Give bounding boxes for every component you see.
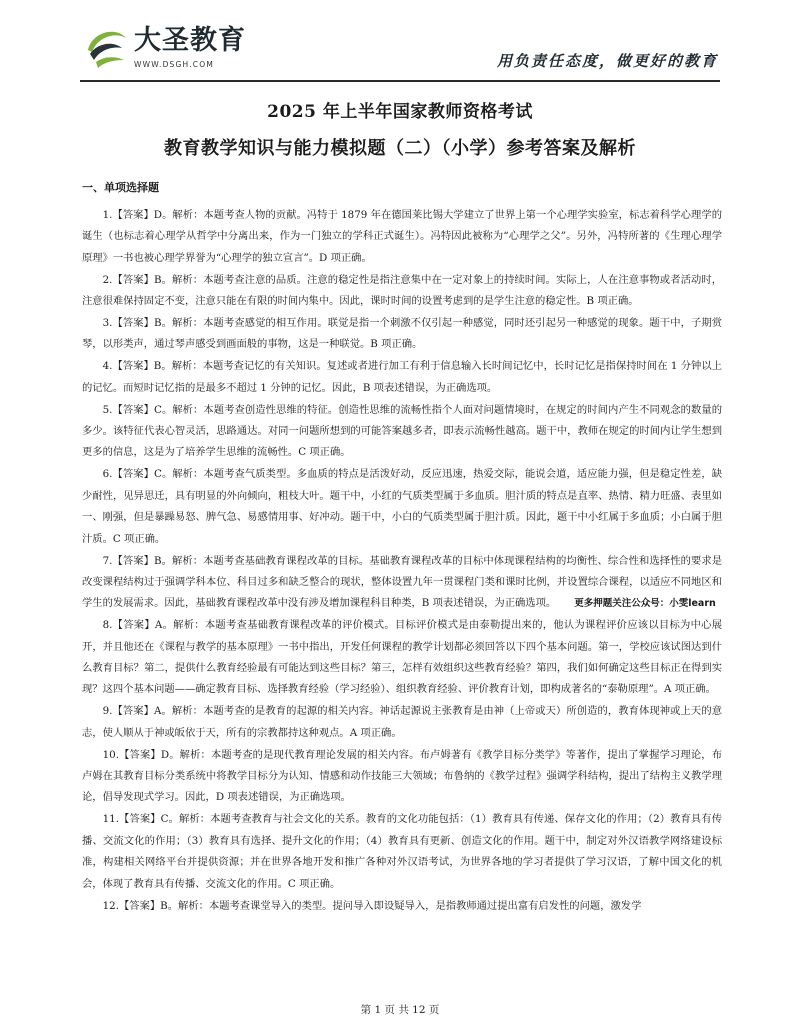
page-header: [0, 0, 800, 92]
answer-item: 8.【答案】A。解析：本题考查基础教育课程改革的评价模式。目标评价模式是由泰勒提出来的，他认为课程评价应该以目标为中心展开，并且他还在《课程与教学的基本原理》一书中指出，开发任何课程的教学计划都必须回答以下四个基本问题。第一，学校应该试图达到什么教育目标？第二，提供什么教育经验最有可能达到这些目标？第三，怎样有效组织这些教育经验？第四，我们如何确定这些目标正在得到实现？这四个基本问题——确定教育目标、选择教育经验（学习经验）、组织教育经验、评价教育计划，即构成著名的“泰勒原理”。A 项正确。: [82, 619, 722, 696]
answer-item: 1.【答案】D。解析：本题考查人物的贡献。冯特于 1879 年在德国莱比锡大学建立了世界上第一个心理学实验室，标志着科学心理学的诞生（也标志着心理学从哲学中分离出来，作为一门独立的学科正式诞生）。冯特因此被称为“心理学之父”。另外，冯特所著的《生理心理学原理》一书也被心理学界誉为“心理学的独立宣言”。D 项正确。: [82, 209, 722, 264]
answer-item: 2.【答案】B。解析：本题考查注意的品质。注意的稳定性是指注意集中在一定对象上的持续时间。实际上，人在注意事物或者活动时，注意很难保持固定不变，注意只能在有限的时间内集中。因此，课时时间的设置考虑到的是学生注意的稳定性。B 项正确。: [82, 273, 722, 308]
page-number: 第 1 页 共 12 页: [360, 1004, 440, 1016]
answer-item: 11.【答案】C。解析：本题考查教育与社会文化的关系。教育的文化功能包括：（1）教育具有传递、保存文化的作用；（2）教育具有传播、交流文化的作用；（3）教育具有选择、提升文化的作用；（4）教育具有更新、创造文化的作用。题干中，制定对外汉语教学网络建设标准，构建相关网络平台并提供资源；并在世界各地开发和推广各种对外汉语考试，为世界各地的学习者提供了学习汉语，了解中国文化的机会，体现了教育具有传播、交流文化的作用。C 项正确。: [82, 813, 722, 890]
dsgh-logo-icon: [82, 22, 130, 70]
answer-item: 6.【答案】C。解析：本题考查气质类型。多血质的特点是活泼好动，反应迅速，热爱交际，能说会道，适应能力强，但是稳定性差，缺少耐性，见异思迁，具有明显的外向倾向，粗枝大叶。题干中，小红的气质类型属于多血质。胆汁质的特点是直率、热情、精力旺盛、表里如一、刚强，但是暴躁易怒、脾气急、易感情用事、好冲动。题干中，小白的气质类型属于胆汁质。因此，题干中小红属于多血质；小白属于胆汁质。C 项正确。: [82, 468, 722, 545]
brand-url: WWW.DSGH.COM: [134, 60, 215, 69]
header-slogan: 用负责任态度，做更好的教育: [496, 52, 718, 70]
answer-item: 12.【答案】B。解析：本题考查课堂导入的类型。提问导入即设疑导入，是指教师通过提出富有启发性的问题，激发学: [102, 899, 642, 912]
answer-item: 4.【答案】B。解析：本题考查记忆的有关知识。复述或者进行加工有利于信息输入长时间记忆中，长时记忆是指保持时间在 1 分钟以上的记忆。而短时记忆指的是最多不超过 1 分钟的记忆。因此，B 项表述错误，为正确选项。: [82, 360, 722, 394]
promo-note: 更多押题关注公众号：小雯learn: [574, 598, 716, 610]
brand-name: 大圣教育: [134, 25, 246, 56]
header-divider: [80, 80, 720, 82]
answer-item: 3.【答案】B。解析：本题考查感觉的相互作用。联觉是指一个刺激不仅引起一种感觉，同时还引起另一种感觉的现象。题干中，子期赏琴，以形类声，通过琴声感受到画面般的事物，这是一种联觉。B 项正确。: [82, 317, 722, 351]
document-title: 2025 年上半年国家教师资格考试: [267, 102, 533, 122]
answer-list: [82, 205, 722, 917]
answer-item: 5.【答案】C。解析：本题考查创造性思维的特征。创造性思维的流畅性指个人面对问题情境时，在规定的时间内产生不同观念的数量的多少。该特征代表心智灵活，思路通达。对同一问题所想到的可能答案越多者，即表示流畅性越高。题干中，教师在规定的时间内让学生想到更多的信息，这是为了培养学生思维的流畅性。C 项正确。: [82, 403, 722, 459]
document-subtitle: 教育教学知识与能力模拟题（二）（小学）参考答案及解析: [164, 138, 636, 159]
answer-item: 10.【答案】D。解析：本题考查的是现代教育理论发展的相关内容。布卢姆著有《教学目标分类学》等著作，提出了掌握学习理论，布卢姆在其教育目标分类系统中将教学目标分为认知、情感和动作技能三大领域；布鲁纳的《教学过程》强调学科结构，提出了结构主义教学理论，倡导发现式学习。因此，D 项表述错误，为正确选项。: [82, 748, 722, 804]
answer-item: 9.【答案】A。解析：本题考查的是教育的起源的相关内容。神话起源说主张教育是由神（上帝或天）所创造的，教育体现神或上天的意志，使人顺从于神或皈依于天，所有的宗教都持这种观点。A 项正确。: [82, 705, 722, 739]
section-heading: 一、单项选择题: [82, 181, 159, 194]
answer-item-with-promo: [82, 551, 722, 615]
answer-text: 7.【答案】B。解析：本题考查基础教育课程改革的目标。基础教育课程改革的目标中体现课程结构的均衡性、综合性和选择性的要求是改变课程结构过于强调学科本位、科目过多和缺乏整合的现状，整体设置九年一贯课程门类和课时比例，并设置综合课程，以适应不同地区和学生的发展需求。因此，基础教育课程改革中没有涉及增加课程科目种类，B 项表述错误，为正确选项。: [82, 554, 722, 610]
